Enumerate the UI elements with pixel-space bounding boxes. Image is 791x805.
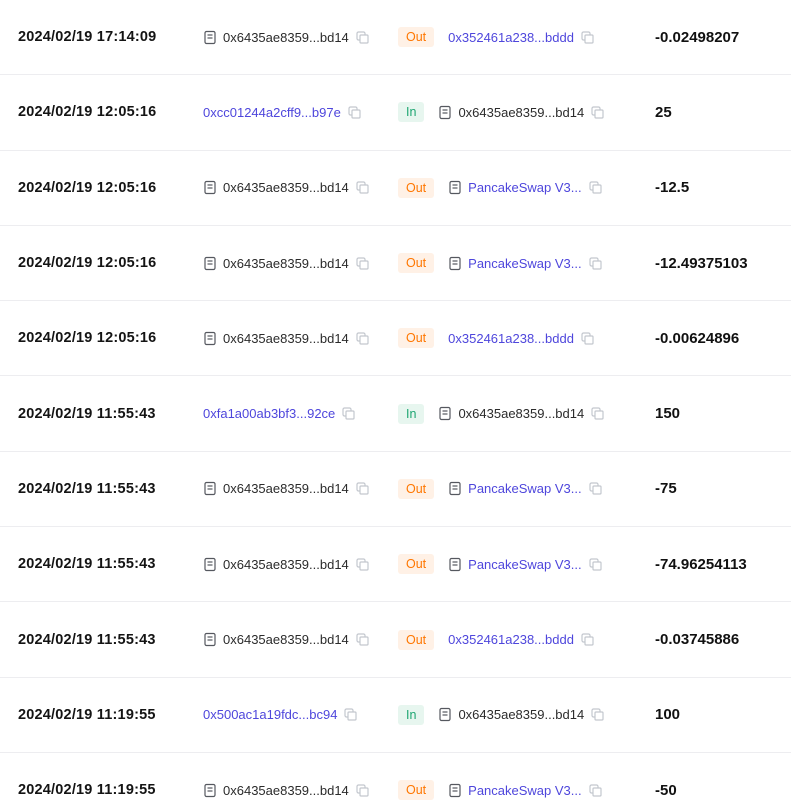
from-address: 0x6435ae8359...bd14 bbox=[223, 255, 349, 271]
from-address-cell bbox=[185, 783, 398, 798]
from-address-cell bbox=[185, 105, 398, 120]
contract-icon bbox=[438, 707, 452, 722]
copy-icon[interactable] bbox=[356, 257, 369, 270]
copy-icon[interactable] bbox=[589, 181, 602, 194]
copy-icon[interactable] bbox=[356, 633, 369, 646]
from-address: 0x6435ae8359...bd14 bbox=[223, 556, 349, 572]
timestamp: 2024/02/19 11:19:55 bbox=[18, 706, 156, 723]
direction-badge: Out bbox=[398, 630, 434, 650]
timestamp: 2024/02/19 11:19:55 bbox=[18, 782, 156, 799]
copy-icon[interactable] bbox=[581, 31, 594, 44]
timestamp: 2024/02/19 12:05:16 bbox=[18, 255, 157, 272]
from-address-cell bbox=[185, 331, 398, 346]
from-address: 0x6435ae8359...bd14 bbox=[223, 29, 349, 45]
copy-icon[interactable] bbox=[591, 407, 604, 420]
from-address: 0x6435ae8359...bd14 bbox=[223, 782, 349, 798]
contract-icon bbox=[438, 105, 452, 120]
contract-icon bbox=[438, 406, 452, 421]
contract-icon bbox=[203, 331, 217, 346]
amount-value: -12.5 bbox=[655, 179, 690, 197]
to-address-cell bbox=[398, 27, 640, 47]
table-row bbox=[0, 602, 791, 677]
from-address: 0x6435ae8359...bd14 bbox=[223, 481, 349, 497]
table-row bbox=[0, 226, 791, 301]
table-row bbox=[0, 376, 791, 451]
contract-icon bbox=[203, 256, 217, 271]
table-row bbox=[0, 452, 791, 527]
amount-value: 25 bbox=[655, 103, 672, 121]
from-address-cell bbox=[185, 481, 398, 496]
timestamp: 2024/02/19 12:05:16 bbox=[18, 179, 157, 196]
contract-icon bbox=[203, 632, 217, 647]
from-address[interactable]: 0xfa1a00ab3bf3...92ce bbox=[203, 406, 336, 422]
from-address[interactable]: 0xcc01244a2cff9...b97e bbox=[203, 104, 341, 120]
from-address: 0x6435ae8359...bd14 bbox=[223, 632, 349, 648]
to-address-cell bbox=[398, 554, 640, 574]
table-row bbox=[0, 0, 791, 75]
amount-value: -75 bbox=[655, 480, 677, 498]
to-address: 0x6435ae8359...bd14 bbox=[458, 406, 585, 422]
from-address-cell bbox=[185, 707, 398, 722]
copy-icon[interactable] bbox=[356, 31, 369, 44]
timestamp: 2024/02/19 12:05:16 bbox=[18, 330, 157, 347]
to-address-cell bbox=[398, 479, 640, 499]
direction-badge: In bbox=[398, 404, 424, 424]
copy-icon[interactable] bbox=[589, 558, 602, 571]
amount-value: -0.02498207 bbox=[655, 28, 740, 46]
to-address[interactable]: PancakeSwap V3... bbox=[468, 481, 582, 497]
to-address[interactable]: PancakeSwap V3... bbox=[468, 556, 582, 572]
direction-badge: Out bbox=[398, 253, 434, 273]
from-address: 0x6435ae8359...bd14 bbox=[223, 330, 349, 346]
copy-icon[interactable] bbox=[591, 106, 604, 119]
contract-icon bbox=[203, 481, 217, 496]
to-address: 0x6435ae8359...bd14 bbox=[458, 104, 585, 120]
copy-icon[interactable] bbox=[344, 708, 357, 721]
to-address[interactable]: 0x352461a238...bddd bbox=[448, 29, 574, 45]
to-address-cell bbox=[398, 178, 640, 198]
from-address-cell bbox=[185, 180, 398, 195]
from-address[interactable]: 0x500ac1a19fdc...bc94 bbox=[203, 707, 338, 723]
direction-badge: Out bbox=[398, 554, 434, 574]
copy-icon[interactable] bbox=[348, 106, 361, 119]
contract-icon bbox=[448, 256, 462, 271]
amount-value: -0.03745886 bbox=[655, 631, 740, 649]
to-address[interactable]: PancakeSwap V3... bbox=[468, 782, 582, 798]
to-address-cell bbox=[398, 328, 640, 348]
timestamp: 2024/02/19 11:55:43 bbox=[18, 480, 156, 497]
table-row bbox=[0, 527, 791, 602]
contract-icon bbox=[203, 783, 217, 798]
copy-icon[interactable] bbox=[591, 708, 604, 721]
direction-badge: In bbox=[398, 102, 424, 122]
to-address[interactable]: 0x352461a238...bddd bbox=[448, 330, 574, 346]
copy-icon[interactable] bbox=[589, 784, 602, 797]
from-address-cell bbox=[185, 632, 398, 647]
contract-icon bbox=[448, 180, 462, 195]
copy-icon[interactable] bbox=[356, 332, 369, 345]
amount-value: 150 bbox=[655, 405, 681, 423]
contract-icon bbox=[448, 557, 462, 572]
from-address-cell bbox=[185, 30, 398, 45]
contract-icon bbox=[203, 180, 217, 195]
copy-icon[interactable] bbox=[356, 784, 369, 797]
to-address-cell bbox=[398, 780, 640, 800]
to-address-cell bbox=[398, 102, 640, 122]
contract-icon bbox=[203, 30, 217, 45]
direction-badge: Out bbox=[398, 479, 434, 499]
table-row bbox=[0, 678, 791, 753]
copy-icon[interactable] bbox=[356, 558, 369, 571]
from-address: 0x6435ae8359...bd14 bbox=[223, 180, 349, 196]
direction-badge: Out bbox=[398, 178, 434, 198]
to-address-cell bbox=[398, 705, 640, 725]
amount-value: -50 bbox=[655, 781, 677, 799]
timestamp: 2024/02/19 11:55:43 bbox=[18, 405, 156, 422]
table-row bbox=[0, 151, 791, 226]
direction-badge: Out bbox=[398, 27, 434, 47]
from-address-cell bbox=[185, 256, 398, 271]
to-address-cell bbox=[398, 404, 640, 424]
from-address-cell bbox=[185, 557, 398, 572]
copy-icon[interactable] bbox=[581, 332, 594, 345]
table-row bbox=[0, 75, 791, 150]
contract-icon bbox=[203, 557, 217, 572]
timestamp: 2024/02/19 17:14:09 bbox=[18, 29, 157, 46]
direction-badge: In bbox=[398, 705, 424, 725]
contract-icon bbox=[448, 481, 462, 496]
to-address-cell bbox=[398, 630, 640, 650]
amount-value: 100 bbox=[655, 706, 681, 724]
from-address-cell bbox=[185, 406, 398, 421]
copy-icon[interactable] bbox=[356, 482, 369, 495]
to-address-cell bbox=[398, 253, 640, 273]
to-address[interactable]: 0x352461a238...bddd bbox=[448, 632, 574, 648]
timestamp: 2024/02/19 11:55:43 bbox=[18, 631, 156, 648]
copy-icon[interactable] bbox=[589, 257, 602, 270]
amount-value: -0.00624896 bbox=[655, 329, 740, 347]
copy-icon[interactable] bbox=[589, 482, 602, 495]
contract-icon bbox=[448, 783, 462, 798]
copy-icon[interactable] bbox=[356, 181, 369, 194]
copy-icon[interactable] bbox=[581, 633, 594, 646]
to-address[interactable]: PancakeSwap V3... bbox=[468, 180, 582, 196]
table-row bbox=[0, 753, 791, 805]
copy-icon[interactable] bbox=[342, 407, 355, 420]
amount-value: -12.49375103 bbox=[655, 254, 748, 272]
direction-badge: Out bbox=[398, 328, 434, 348]
to-address[interactable]: PancakeSwap V3... bbox=[468, 255, 582, 271]
timestamp: 2024/02/19 12:05:16 bbox=[18, 104, 157, 121]
direction-badge: Out bbox=[398, 780, 434, 800]
table-row bbox=[0, 301, 791, 376]
to-address: 0x6435ae8359...bd14 bbox=[458, 707, 585, 723]
amount-value: -74.96254113 bbox=[655, 555, 747, 573]
timestamp: 2024/02/19 11:55:43 bbox=[18, 556, 156, 573]
